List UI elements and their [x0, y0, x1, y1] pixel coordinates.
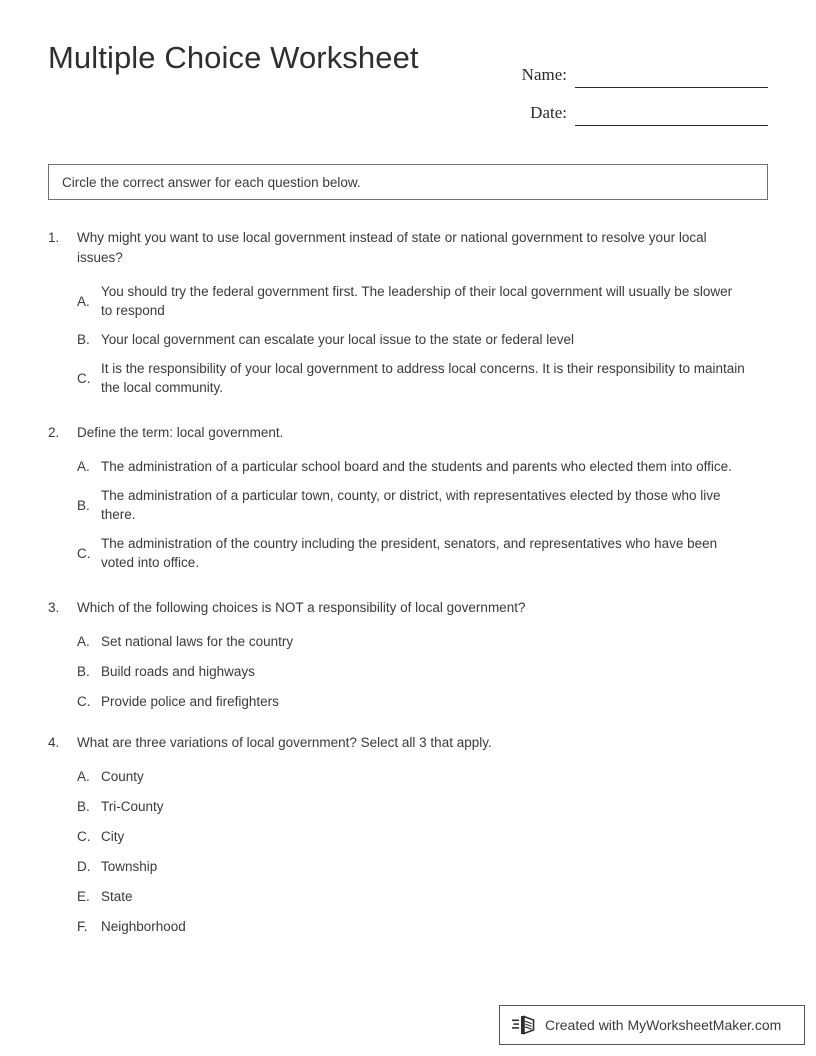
question-number: 1. [48, 230, 60, 245]
option-letter: B. [77, 497, 90, 513]
option-letter: A. [77, 769, 90, 784]
question-number: 2. [48, 425, 60, 440]
created-with-badge[interactable] [499, 1005, 805, 1045]
option-row[interactable] [48, 857, 778, 876]
question-text: Why might you want to use local government instead of state or national government to resolve your local issues? [77, 230, 707, 265]
option-letter: B. [77, 799, 90, 814]
option-letter: C. [77, 829, 91, 844]
option-text: Set national laws for the country [101, 634, 294, 649]
myworksheetmaker-logo-icon [512, 1013, 538, 1037]
option-row[interactable] [48, 692, 778, 711]
question-text: Define the term: local government. [77, 425, 284, 440]
date-field-row [510, 88, 768, 126]
question-row [48, 733, 778, 753]
option-letter: B. [77, 664, 90, 679]
option-text: Neighborhood [101, 919, 186, 934]
question-text: What are three variations of local government? Select all 3 that apply. [77, 735, 492, 750]
option-letter: C. [77, 545, 91, 561]
question-text: Which of the following choices is NOT a responsibility of local government? [77, 600, 526, 615]
option-letter: D. [77, 859, 91, 874]
name-input-line[interactable] [575, 86, 768, 88]
option-row[interactable] [48, 827, 778, 846]
option-row[interactable] [48, 534, 778, 572]
option-text: City [101, 829, 125, 844]
option-letter: A. [77, 634, 90, 649]
option-text: County [101, 769, 144, 784]
option-text: Build roads and highways [101, 664, 255, 679]
option-row[interactable] [48, 457, 778, 476]
option-letter: B. [77, 332, 90, 347]
option-row[interactable] [48, 486, 778, 524]
option-list [48, 632, 778, 711]
option-text: The administration of a particular school board and the students and parents who elected them into office. [101, 459, 732, 474]
questions-list [48, 228, 778, 958]
option-row[interactable] [48, 767, 778, 786]
option-letter: A. [77, 459, 90, 474]
option-row[interactable] [48, 632, 778, 651]
option-text: It is the responsibility of your local government to address local concerns. It is their responsibility to maintain the local community. [101, 361, 745, 395]
option-letter: C. [77, 694, 91, 709]
option-letter: F. [77, 919, 88, 934]
page-header [48, 40, 768, 132]
option-letter: A. [77, 293, 90, 309]
option-text: You should try the federal government first. The leadership of their local government will usually be slower to respond [101, 284, 733, 318]
option-row[interactable] [48, 662, 778, 681]
question-number: 3. [48, 600, 60, 615]
question-number: 4. [48, 735, 60, 750]
question-row [48, 598, 778, 618]
option-text: Your local government can escalate your local issue to the state or federal level [101, 332, 575, 347]
question-block [48, 733, 778, 936]
date-input-line[interactable] [575, 124, 768, 126]
instructions-box [48, 164, 768, 200]
question-block [48, 598, 778, 711]
created-with-label: Created with MyWorksheetMaker.com [545, 1017, 782, 1033]
instructions-text: Circle the correct answer for each question below. [62, 174, 361, 190]
name-date-fields [510, 50, 768, 126]
question-block [48, 228, 778, 397]
option-text: Township [101, 859, 158, 874]
name-field-row [510, 50, 768, 88]
option-text: The administration of a particular town, county, or district, with representatives elected by those who live there. [101, 488, 721, 522]
option-row[interactable] [48, 282, 778, 320]
option-list [48, 282, 778, 397]
page-title: Multiple Choice Worksheet [48, 40, 419, 75]
option-letter: C. [77, 370, 91, 386]
option-row[interactable] [48, 917, 778, 936]
option-letter: E. [77, 889, 90, 904]
option-list [48, 457, 778, 572]
option-text: Provide police and firefighters [101, 694, 279, 709]
option-row[interactable] [48, 330, 778, 349]
question-block [48, 423, 778, 572]
option-row[interactable] [48, 359, 778, 397]
option-text: The administration of the country including the president, senators, and representatives who have been voted into office. [101, 536, 718, 570]
option-text: State [101, 889, 133, 904]
option-list [48, 767, 778, 936]
date-label: Date: [530, 103, 567, 122]
question-row [48, 423, 778, 443]
option-text: Tri-County [101, 799, 164, 814]
question-row [48, 228, 778, 268]
option-row[interactable] [48, 887, 778, 906]
option-row[interactable] [48, 797, 778, 816]
name-label: Name: [521, 65, 567, 84]
